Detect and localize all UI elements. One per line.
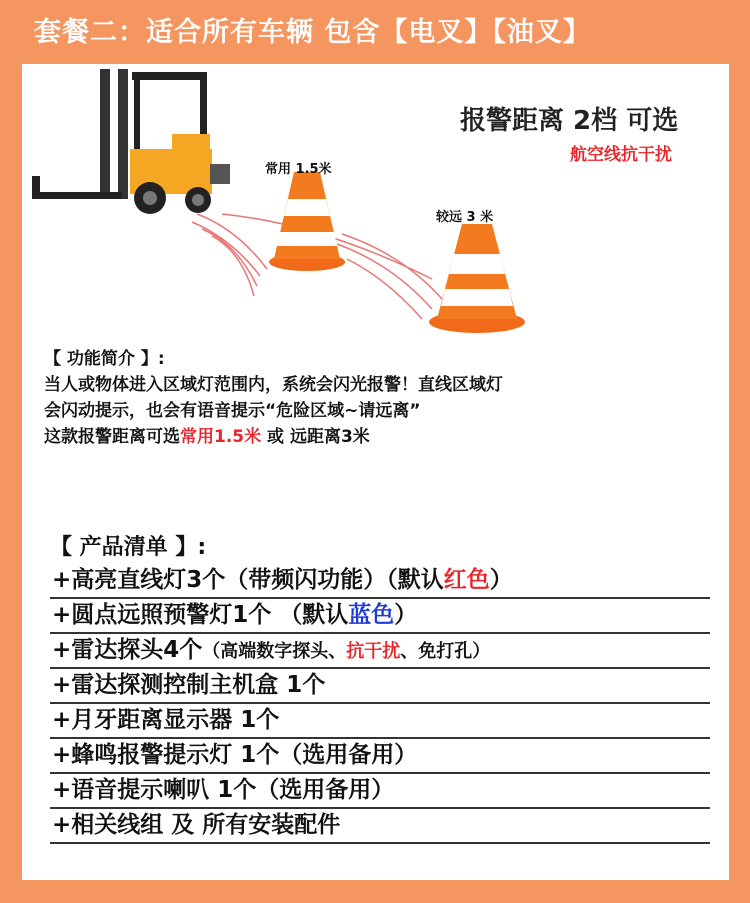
product-item-6: +蜂鸣报警提示灯 1个（选用备用） (50, 739, 710, 774)
product-item-1 (50, 564, 710, 599)
header-banner (0, 0, 750, 62)
function-line-3 (44, 424, 714, 450)
function-heading: 【 功能简介 】: (44, 349, 165, 369)
product-item-3 (50, 634, 710, 669)
forklift-icon (32, 69, 230, 214)
product-item-3-highlight: 抗干扰 (346, 641, 401, 662)
product-item-4: +雷达探测控制主机盒 1个 (50, 669, 710, 704)
function-line-2: 会闪动提示，也会有语音提示“危险区域~请远离” (44, 401, 421, 421)
function-intro (44, 346, 714, 450)
near-cone-icon (269, 172, 345, 271)
product-item-1-text: +高亮直线灯3个（带频闪功能）（默认 (52, 567, 444, 593)
product-item-2-end: ） (394, 602, 418, 628)
far-distance-label: 较远 3 米 (436, 210, 494, 225)
anti-interference-label: 航空线抗干扰 (570, 145, 672, 165)
product-list (50, 530, 710, 844)
function-line-1: 当人或物体进入区域灯范围内，系统会闪光报警！直线区域灯 (44, 375, 503, 395)
page-title: 套餐二：适合所有车辆 包含【电叉】【油叉】 (34, 17, 591, 48)
far-cone-icon (429, 224, 525, 333)
product-item-2 (50, 599, 710, 634)
function-line-3-start: 这款报警距离可选 (44, 427, 180, 447)
product-item-3-text: +雷达探头4个 (52, 637, 203, 663)
function-line-3-highlight: 常用1.5米 (180, 427, 262, 447)
content-panel (22, 64, 729, 880)
near-distance-label: 常用 1.5米 (265, 162, 332, 177)
product-list-heading: 【 产品清单 】: (50, 535, 207, 560)
product-item-7: +语音提示喇叭 1个（选用备用） (50, 774, 710, 809)
product-item-3-note-start: （高端数字探头、 (202, 641, 347, 662)
product-item-2-highlight: 蓝色 (348, 602, 395, 628)
product-item-2-text: +圆点远照预警灯1个 （默认 (52, 602, 349, 628)
product-item-1-highlight: 红色 (443, 567, 490, 593)
product-item-1-end: ） (489, 567, 513, 593)
product-item-3-note-end: 、免打孔） (400, 641, 491, 662)
function-line-3-end: 或 远距离3米 (261, 427, 370, 447)
product-item-5: +月牙距离显示器 1个 (50, 704, 710, 739)
alarm-distance-title: 报警距离 2档 可选 (460, 106, 679, 136)
product-item-8: +相关线组 及 所有安装配件 (50, 809, 710, 844)
forklift-illustration (22, 64, 729, 354)
